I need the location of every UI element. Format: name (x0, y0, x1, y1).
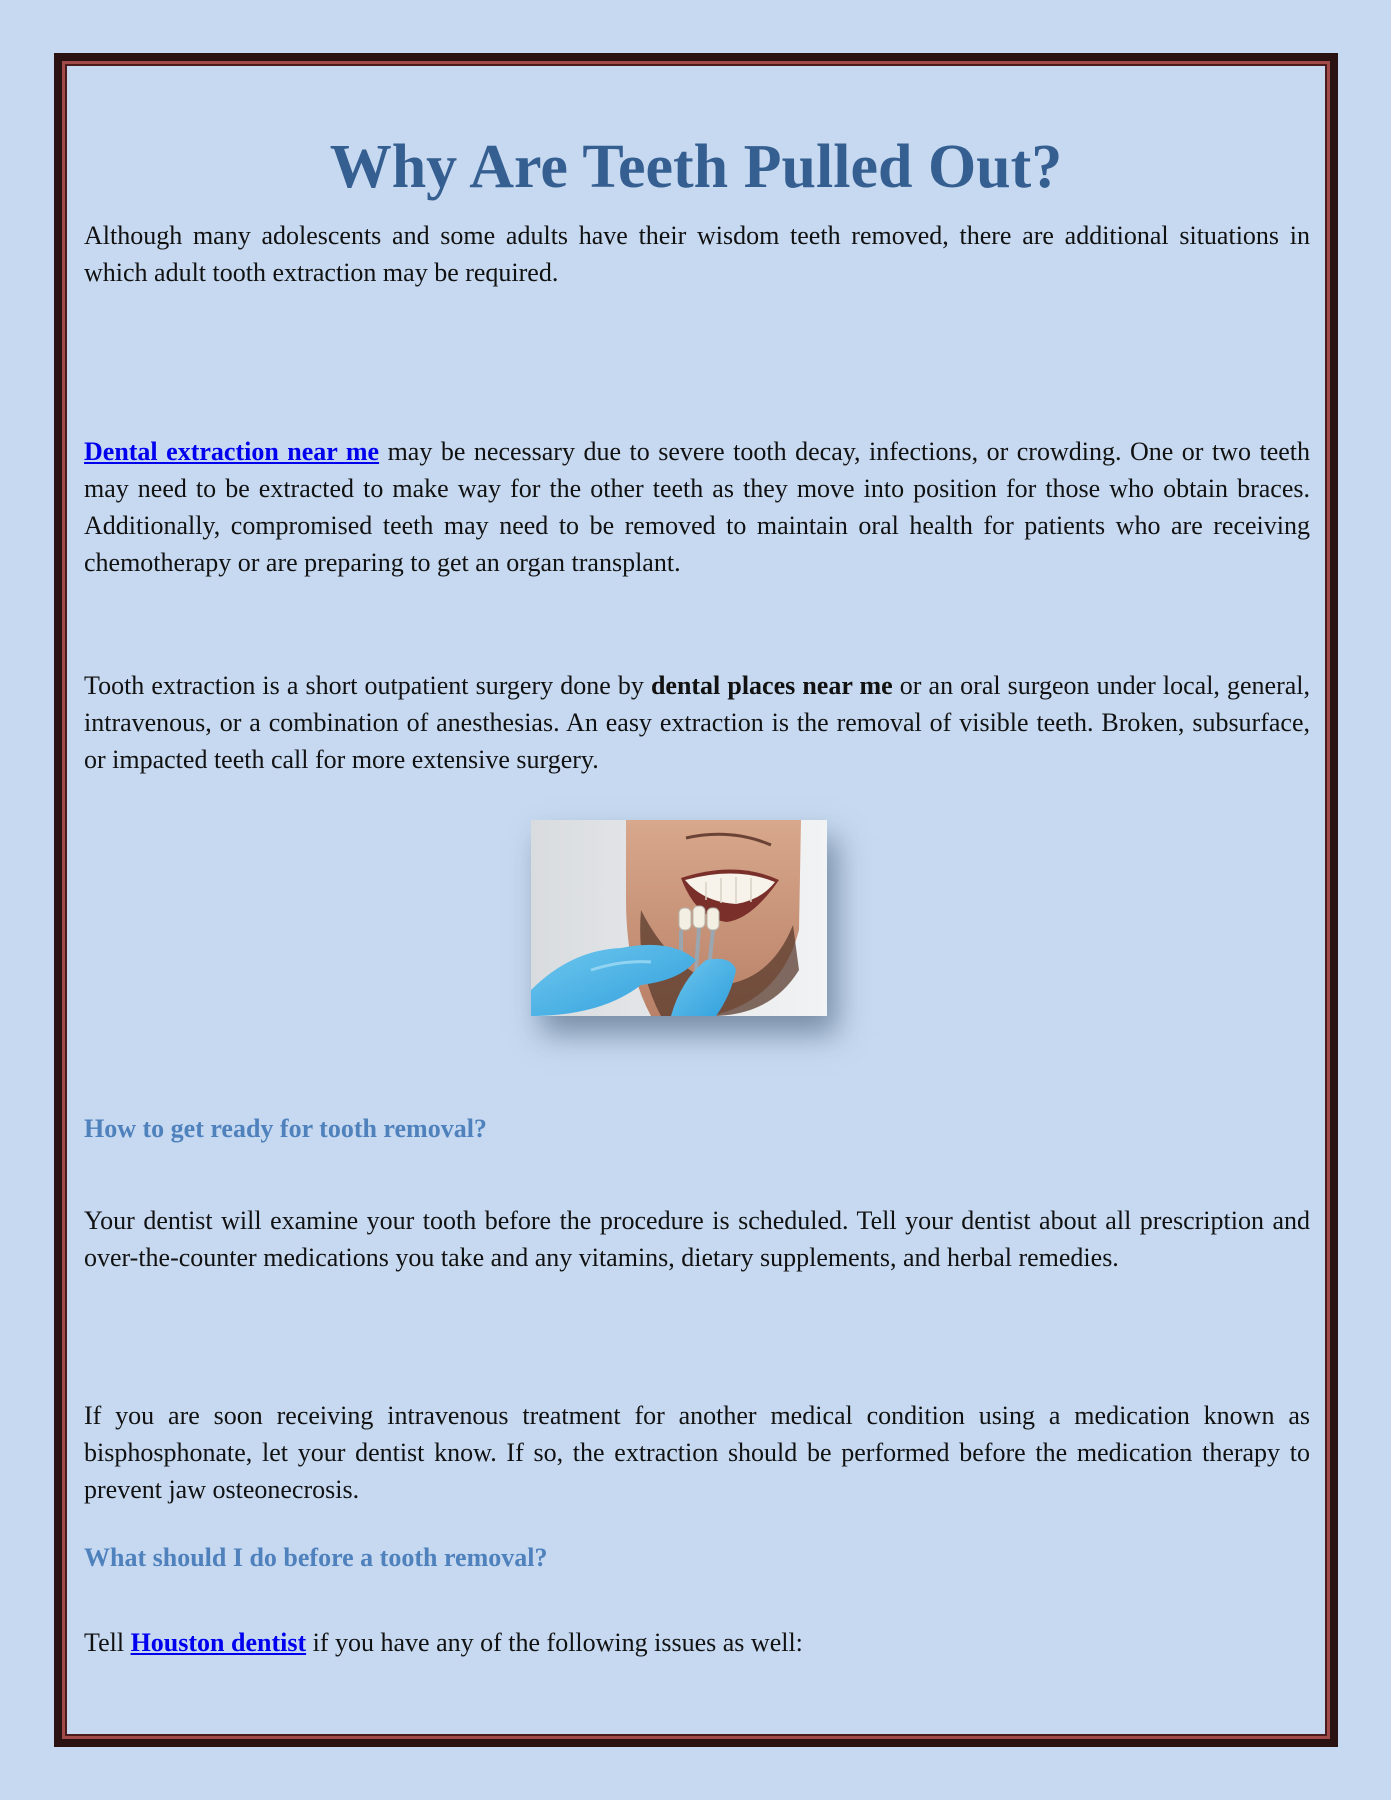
intro-paragraph: Although many adolescents and some adults have their wisdom teeth removed, there are additional situations in which adult tooth extraction may be required. (84, 221, 1310, 287)
page-border (54, 53, 1338, 1747)
surgery-text-after: or an oral surgeon under local, general, intravenous, or a combination of anesthesias. An easy extraction is the removal of visible teeth. Broken, subsurface, or impacted teeth call for more extensive surgery. (84, 671, 1311, 774)
houston-text-after: if you have any of the following issues as well: (306, 1628, 803, 1657)
page-title: Why Are Teeth Pulled Out? (329, 133, 1063, 201)
examination-paragraph: Your dentist will examine your tooth before the procedure is scheduled. Tell your dentist about all prescription and over-the-counter medications you take and any vitamins, dietary supplements, and herbal remedies. (84, 1206, 1310, 1272)
surgery-text-before: Tooth extraction is a short outpatient surgery done by (84, 671, 651, 700)
dental-photo-illustration (531, 820, 827, 1016)
bisphosphonate-paragraph: If you are soon receiving intravenous treatment for another medical condition using a medication known as bisphosphonate, let your dentist know. If so, the extraction should be performed before the medication therapy to prevent jaw osteonecrosis. (84, 1401, 1310, 1504)
houston-paragraph (84, 1624, 1310, 1661)
surgery-paragraph (84, 667, 1310, 778)
section-heading-preparation: How to get ready for tooth removal? (84, 1114, 487, 1143)
page-border-accent (62, 61, 1330, 1739)
extraction-paragraph (84, 433, 1310, 581)
section-heading-before-removal: What should I do before a tooth removal? (84, 1543, 548, 1572)
dental-places-bold: dental places near me (650, 671, 893, 700)
dental-photo (531, 820, 827, 1016)
extraction-paragraph-text: may be necessary due to severe tooth decay, infections, or crowding. One or two teeth may need to be extracted to make way for the other teeth as they move into position for those who obtain braces. Additionally, compromised teeth may need to be removed to maintain oral health for patients who are receiving chemotherapy or are preparing to get an organ transplant. (84, 437, 1310, 577)
page-border-inner (65, 64, 1327, 1736)
document-page (67, 66, 1325, 1734)
houston-dentist-link[interactable]: Houston dentist (130, 1628, 307, 1657)
houston-text-before: Tell (84, 1628, 131, 1657)
dental-extraction-link[interactable]: Dental extraction near me (84, 437, 380, 466)
